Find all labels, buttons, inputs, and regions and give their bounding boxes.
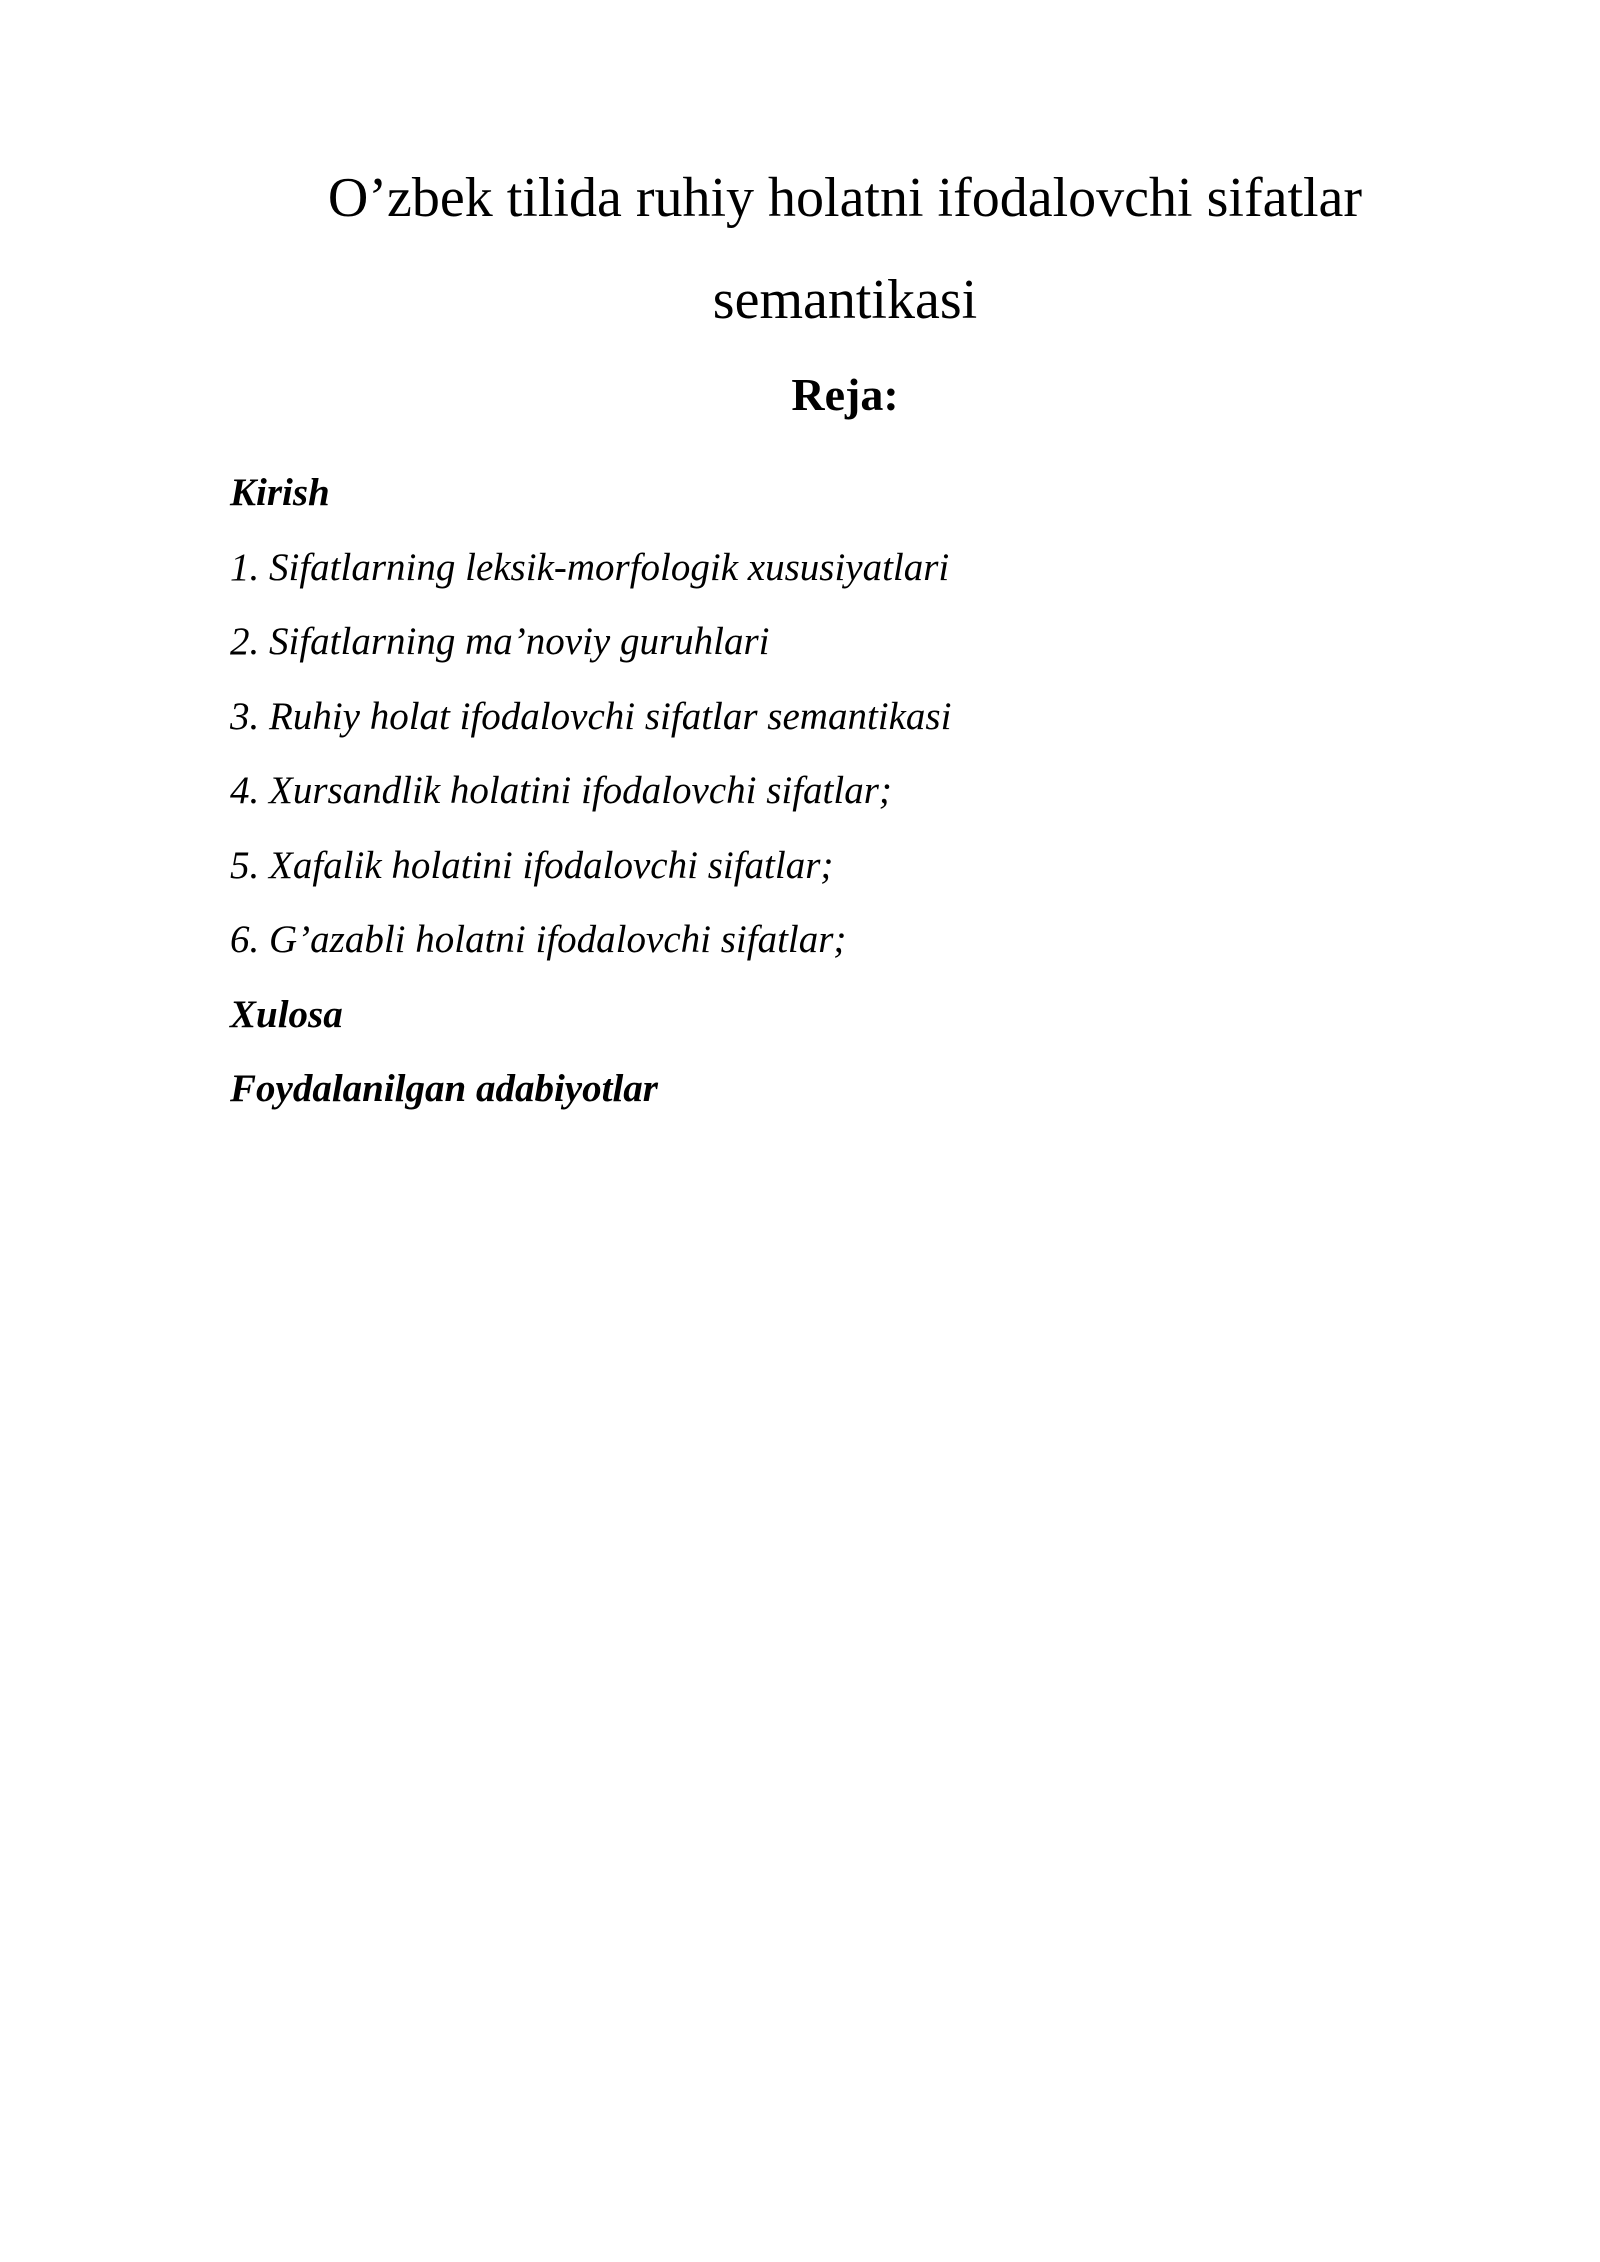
toc-item-number: 4. <box>230 769 260 812</box>
toc-conclusion: Xulosa <box>230 992 343 1036</box>
document-title-line-1: O’zbek tilida ruhiy holatni ifodalovchi sifatlar <box>327 167 1363 229</box>
toc-item-text: Sifatlarning ma’noviy guruhlari <box>269 620 770 663</box>
document-title-line-2: semantikasi <box>712 269 978 331</box>
plan-heading: Reja: <box>791 369 899 420</box>
toc-references: Foydalanilgan adabiyotlar <box>230 1067 658 1110</box>
toc-item-text: Sifatlarning leksik-morfologik xususiyatlari <box>269 545 950 589</box>
toc-item-number: 2. <box>230 620 260 663</box>
toc-item-5 <box>230 829 1430 904</box>
toc-item-text: Xafalik holatini ifodalovchi sifatlar; <box>269 843 834 887</box>
toc-item-number: 6. <box>230 918 260 961</box>
toc-intro: Kirish <box>230 471 330 514</box>
toc-item-number: 3. <box>230 694 260 738</box>
toc-item-number: 1. <box>230 545 260 589</box>
table-of-contents <box>230 456 1430 1127</box>
toc-item-number: 5. <box>230 843 260 887</box>
toc-item-text: Xursandlik holatini ifodalovchi sifatlar; <box>269 769 892 812</box>
toc-item-text: Ruhiy holat ifodalovchi sifatlar semantikasi <box>269 694 952 738</box>
toc-item-text: G’azabli holatni ifodalovchi sifatlar; <box>269 918 847 961</box>
toc-item-3 <box>230 680 1430 755</box>
toc-item-6 <box>230 903 1430 978</box>
toc-item-2 <box>230 605 1430 680</box>
toc-item-4 <box>230 754 1430 829</box>
toc-item-1 <box>230 531 1430 606</box>
